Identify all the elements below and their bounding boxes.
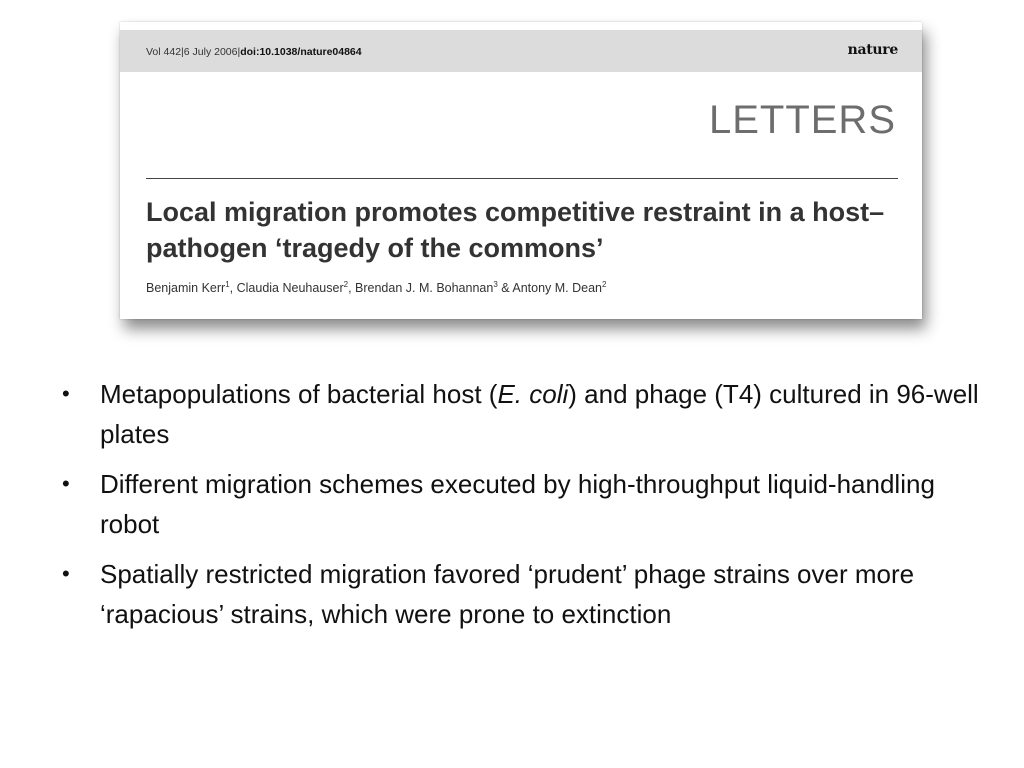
bullet-text: Spatially restricted migration favored ‘prudent’ phage strains over more ‘rapacious’ strains, which were prone to extinction [100,559,915,629]
bullet-text: Metapopulations of bacterial host ( [100,379,498,409]
author [146,281,237,295]
author-affiliation: 2 [343,280,349,289]
paper-header-image [120,22,922,319]
bullet-icon: • [62,561,70,586]
bullet-list [62,374,982,644]
bullet-text-end: ) and phage (T4) cultured in 96-well plates [100,379,979,449]
section-label: LETTERS [708,98,896,142]
author-affiliation: 2 [602,280,607,289]
author-name: Benjamin Kerr [146,281,226,296]
doi: doi:10.1038/nature04864 [240,46,362,58]
author-name: Antony M. Dean [512,281,603,296]
author-name: Claudia Neuhauser [236,281,344,296]
author [512,281,606,295]
author-list [146,280,606,295]
bullet-icon: • [62,381,70,406]
author-name: Brendan J. M. Bohannan [355,281,494,296]
citation-prefix: Vol 442|6 July 2006| [146,46,241,58]
author [237,281,355,295]
author-affiliation: 3 [493,280,498,289]
bullet-item [62,374,982,454]
journal-logo: nature [847,42,898,58]
bullet-icon: • [62,471,70,496]
author-separator: , [229,281,237,296]
bullet-item [62,464,982,544]
author [355,281,512,295]
bullet-text-italic: E. coli [497,379,569,409]
author-separator: , [348,281,356,296]
bullet-item [62,554,982,634]
journal-bar [120,30,922,72]
divider [146,178,898,179]
citation [146,46,362,58]
author-affiliation: 1 [225,280,230,289]
author-separator: & [497,281,513,296]
paper-title: Local migration promotes competitive restraint in a host–pathogen ‘tragedy of the commons’ [146,197,885,263]
bullet-text: Different migration schemes executed by high-throughput liquid-handling robot [100,469,935,539]
